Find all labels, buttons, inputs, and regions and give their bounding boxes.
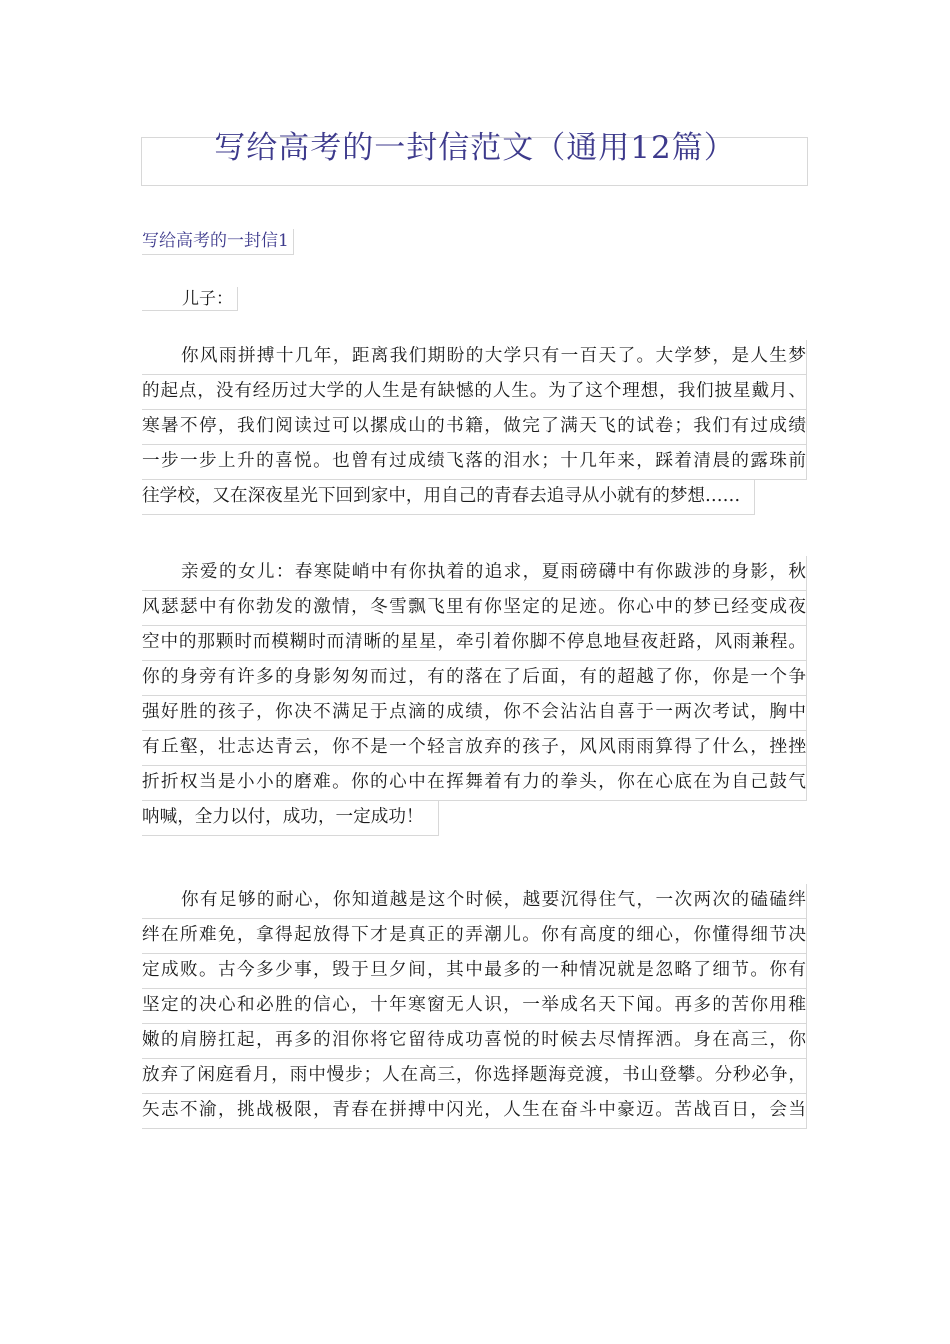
paragraph-line: 你有足够的耐心，你知道越是这个时候，越要沉得住气，一次两次的磕磕绊 bbox=[142, 884, 807, 919]
paragraph-line: 你风雨拼搏十几年，距离我们期盼的大学只有一百天了。大学梦，是人生梦 bbox=[142, 340, 807, 375]
paragraph-line: 亲爱的女儿：春寒陡峭中有你执着的追求，夏雨磅礴中有你跋涉的身影，秋 bbox=[142, 556, 807, 591]
paragraph-line: 往学校，又在深夜星光下回到家中，用自己的青春去追寻从小就有的梦想…… bbox=[142, 480, 755, 515]
paragraph-line: 你的身旁有许多的身影匆匆而过，有的落在了后面，有的超越了你，你是一个争 bbox=[142, 661, 807, 696]
section-heading: 写给高考的一封信1 bbox=[142, 229, 294, 255]
paragraph-line: 风瑟瑟中有你勃发的激情，冬雪飘飞里有你坚定的足迹。你心中的梦已经变成夜 bbox=[142, 591, 807, 626]
paragraph-line: 呐喊，全力以付，成功，一定成功！ bbox=[142, 801, 439, 836]
paragraph-1 bbox=[142, 340, 807, 519]
paragraph-line: 放弃了闲庭看月，雨中慢步；人在高三，你选择题海竞渡，书山登攀。分秒必争， bbox=[142, 1059, 807, 1094]
paragraph-line: 空中的那颗时而模糊时而清晰的星星，牵引着你脚不停息地昼夜赶路，风雨兼程。 bbox=[142, 626, 807, 661]
paragraph-line: 折折权当是小小的磨难。你的心中在挥舞着有力的拳头，你在心底在为自己鼓气 bbox=[142, 766, 807, 801]
paragraph-line: 的起点，没有经历过大学的人生是有缺憾的人生。为了这个理想，我们披星戴月、 bbox=[142, 375, 807, 410]
paragraph-line: 强好胜的孩子，你决不满足于点滴的成绩，你不会沾沾自喜于一两次考试，胸中 bbox=[142, 696, 807, 731]
paragraph-line: 嫩的肩膀扛起，再多的泪你将它留待成功喜悦的时候去尽情挥洒。身在高三，你 bbox=[142, 1024, 807, 1059]
paragraph-line: 有丘壑，壮志达青云，你不是一个轻言放弃的孩子，风风雨雨算得了什么，挫挫 bbox=[142, 731, 807, 766]
paragraph-line: 坚定的决心和必胜的信心，十年寒窗无人识，一举成名天下闻。再多的苦你用稚 bbox=[142, 989, 807, 1024]
paragraph-line: 定成败。古今多少事，毁于旦夕间，其中最多的一种情况就是忽略了细节。你有 bbox=[142, 954, 807, 989]
salutation: 儿子： bbox=[142, 287, 238, 311]
paragraph-3 bbox=[142, 884, 807, 1129]
document-title: 写给高考的一封信范文（通用12篇） bbox=[214, 130, 736, 166]
paragraph-line: 绊在所难免，拿得起放得下才是真正的弄潮儿。你有高度的细心，你懂得细节决 bbox=[142, 919, 807, 954]
paragraph-line: 寒暑不停，我们阅读过可以摞成山的书籍，做完了满天飞的试卷；我们有过成绩 bbox=[142, 410, 807, 445]
paragraph-line: 一步一步上升的喜悦。也曾有过成绩飞落的泪水；十几年来，踩着清晨的露珠前 bbox=[142, 445, 807, 480]
paragraph-2 bbox=[142, 556, 807, 840]
paragraph-line: 矢志不渝，挑战极限，青春在拼搏中闪光，人生在奋斗中豪迈。苦战百日，会当 bbox=[142, 1094, 807, 1129]
